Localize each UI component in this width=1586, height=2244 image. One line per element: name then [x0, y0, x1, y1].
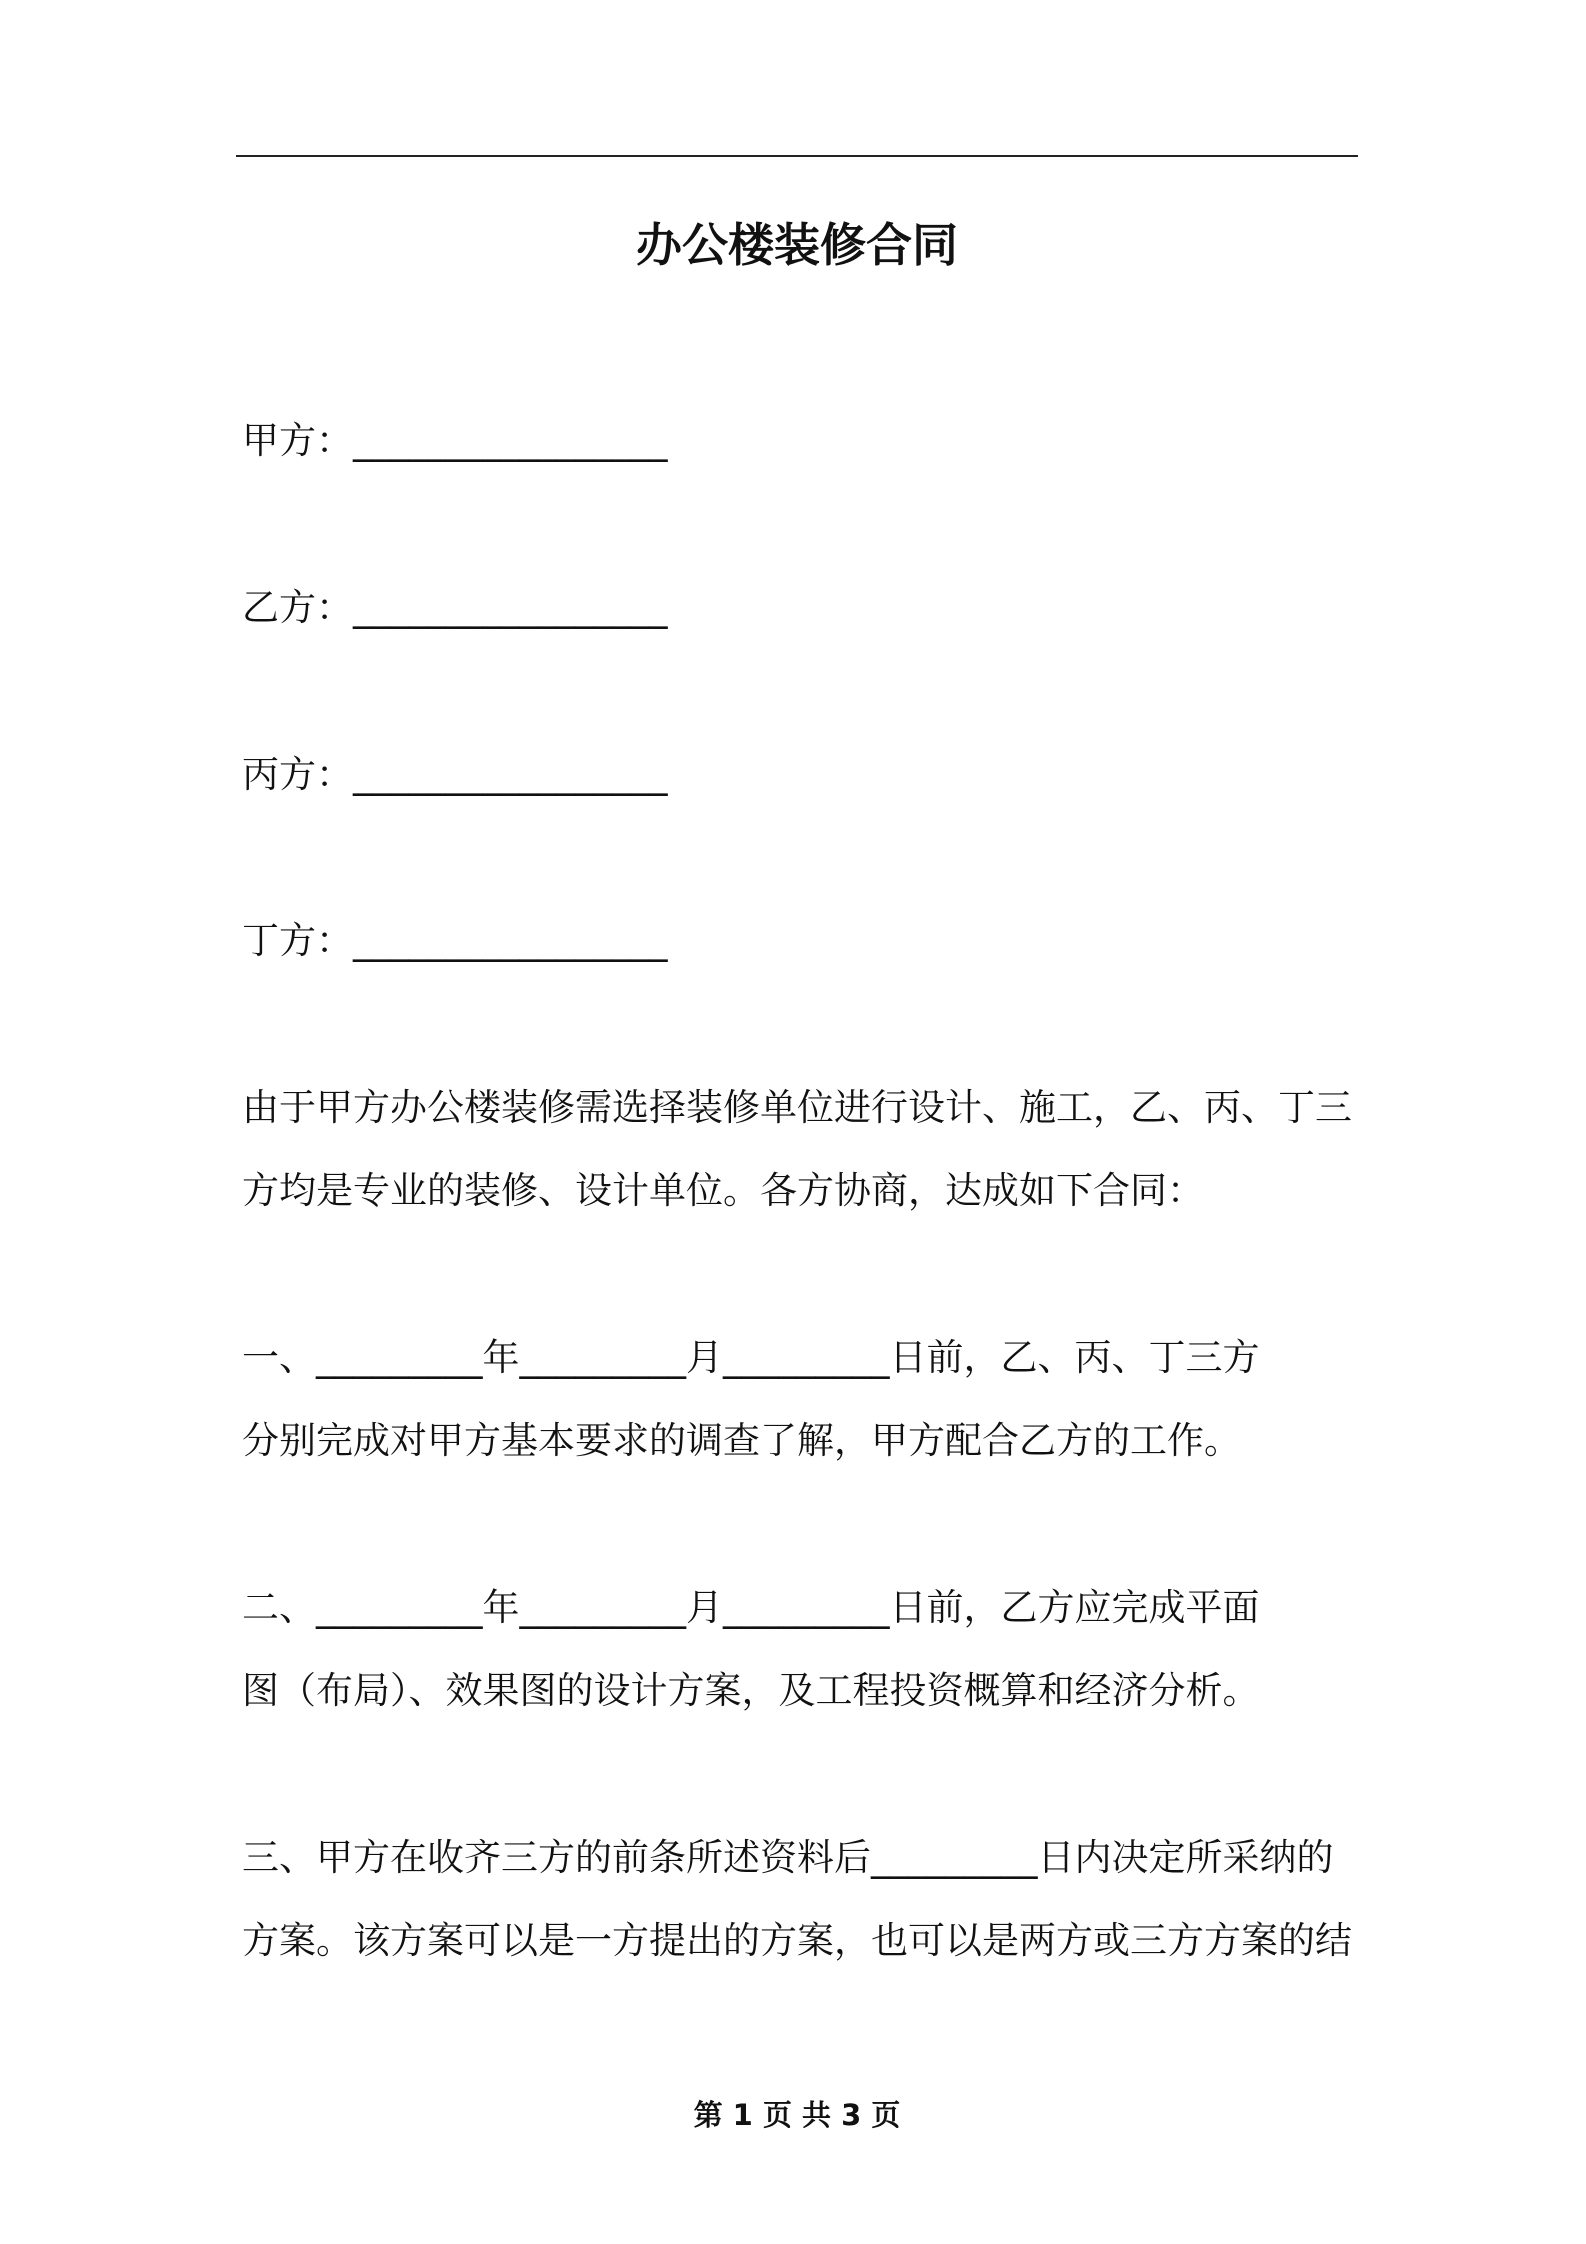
party-c-line: 丙方：_________________ — [242, 753, 668, 796]
party-d-line: 丁方：_________________ — [242, 919, 668, 962]
clause-3-line-1: 三、甲方在收齐三方的前条所述资料后_________日内决定所采纳的 — [242, 1836, 1334, 1879]
clause-1-line-1: 一、_________年_________月_________日前，乙、丙、丁三方 — [242, 1336, 1260, 1379]
clause-2-line-2: 图（布局）、效果图的设计方案，及工程投资概算和经济分析。 — [242, 1669, 1260, 1712]
clause-1-line-2: 分别完成对甲方基本要求的调查了解，甲方配合乙方的工作。 — [242, 1419, 1241, 1462]
clause-3-line-2: 方案。该方案可以是一方提出的方案，也可以是两方或三方方案的结 — [242, 1919, 1352, 1962]
header-rule — [236, 155, 1358, 157]
page-number-footer: 第 1 页 共 3 页 — [693, 2098, 901, 2132]
party-a-line: 甲方：_________________ — [242, 419, 668, 462]
intro-line-2: 方均是专业的装修、设计单位。各方协商，达成如下合同： — [242, 1169, 1204, 1212]
document-title: 办公楼装修合同 — [636, 218, 958, 272]
intro-line-1: 由于甲方办公楼装修需选择装修单位进行设计、施工，乙、丙、丁三 — [242, 1086, 1352, 1129]
clause-2-line-1: 二、_________年_________月_________日前，乙方应完成平面 — [242, 1586, 1260, 1629]
party-b-line: 乙方：_________________ — [242, 586, 668, 629]
